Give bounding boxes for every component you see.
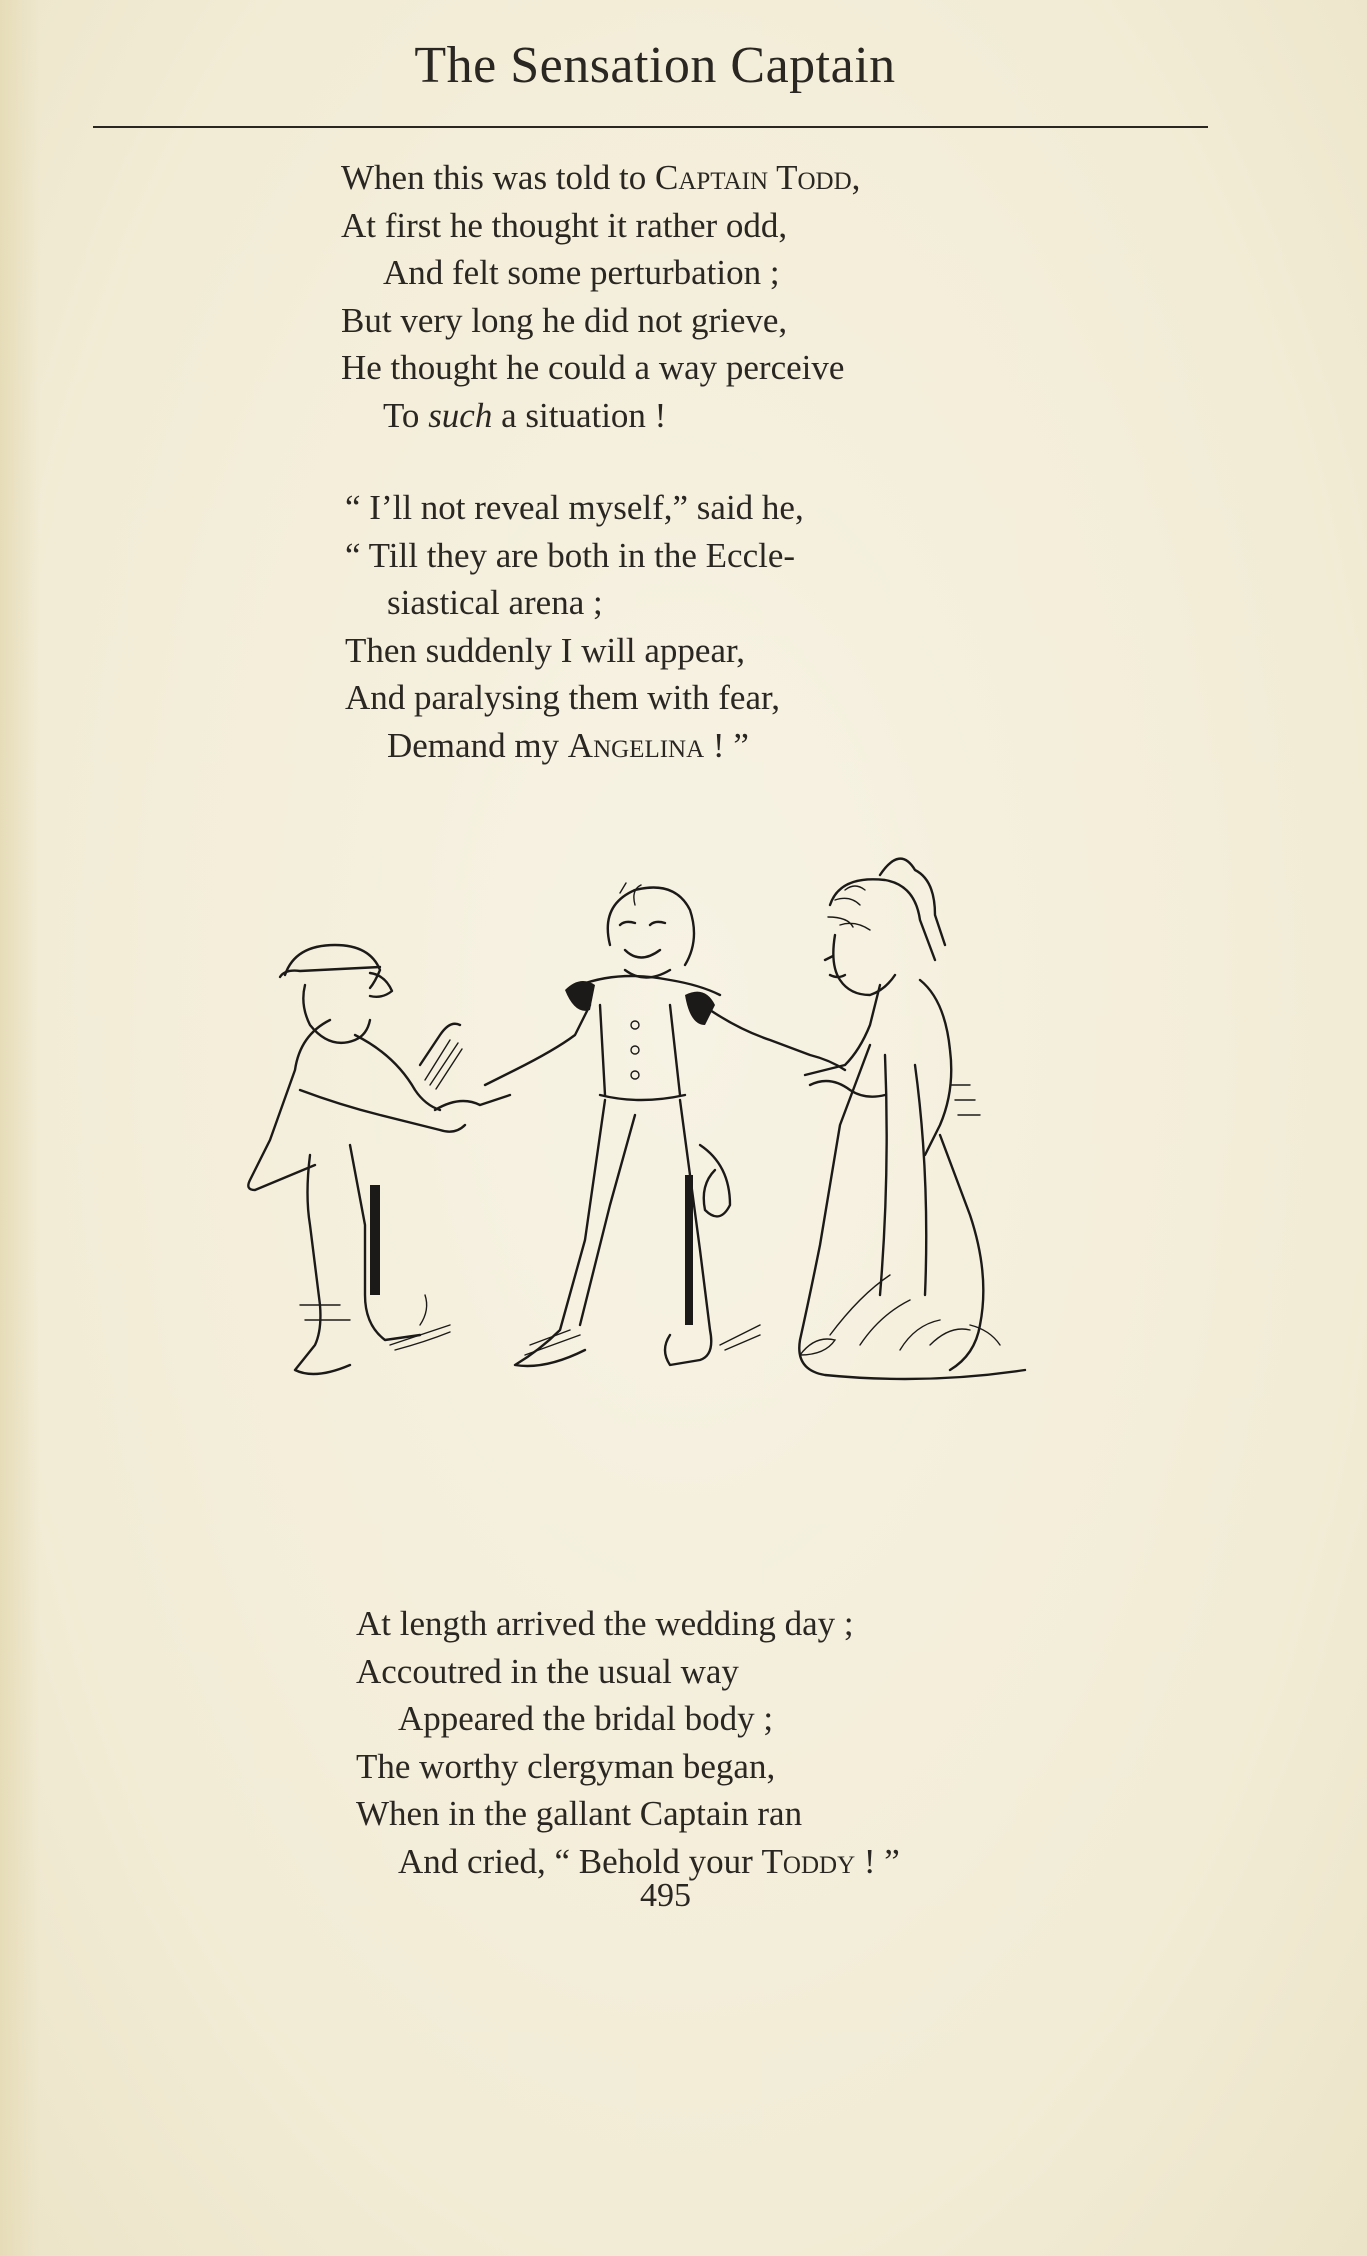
running-title: The Sensation Captain [414,37,896,94]
name-angelina: Angelina [567,725,705,765]
verse-line: Then suddenly I will appear, [345,630,746,670]
verse-line: At length arrived the wedding day ; [356,1604,854,1643]
verse-line: And felt some perturbation ; [383,253,780,292]
verse-line: At first he thought it rather odd, [341,205,788,245]
verse-line: “ Till they are both in the Eccle- [345,535,796,575]
page-number: 495 [640,1877,691,1914]
verse-line: To such a situation ! [383,395,667,435]
header-rule [93,126,1208,128]
verse-line: And paralysing them with fear, [345,678,781,717]
verse-line: When in the gallant Captain ran [356,1794,803,1833]
illustration [180,845,1130,1495]
verse-line: He thought he could a way perceive [341,348,845,387]
stanza-3 [356,1600,900,1885]
name-toddy: Toddy [761,1841,856,1881]
verse-line: Demand my Angelina ! ” [387,725,749,765]
bride-figure [799,859,1025,1379]
page-gutter-shadow [0,0,40,2256]
verse-line: But very long he did not grieve, [341,300,788,340]
emphasis-such: such [428,395,493,435]
verse-line: And cried, “ Behold your Toddy ! ” [398,1841,900,1881]
verse-line: Appeared the bridal body ; [398,1699,774,1738]
captain-figure [485,883,845,1366]
joined-hands-left [435,1095,510,1110]
verse-line: “ I’ll not reveal myself,” said he, [345,488,804,527]
stanza-1 [341,154,860,439]
stanza-2 [345,484,804,769]
verse-line: The worthy clergyman began, [356,1746,776,1786]
name-captain-todd: Captain Todd [655,158,852,197]
verse-line: When this was told to Captain Todd, [341,158,861,197]
verse-line: siastical arena ; [387,583,603,622]
verse-line: Accoutred in the usual way [356,1651,739,1691]
ink-drawing-three-figures-icon [180,845,1130,1495]
joined-hands-right [810,1081,885,1097]
clergyman-figure [248,945,465,1374]
